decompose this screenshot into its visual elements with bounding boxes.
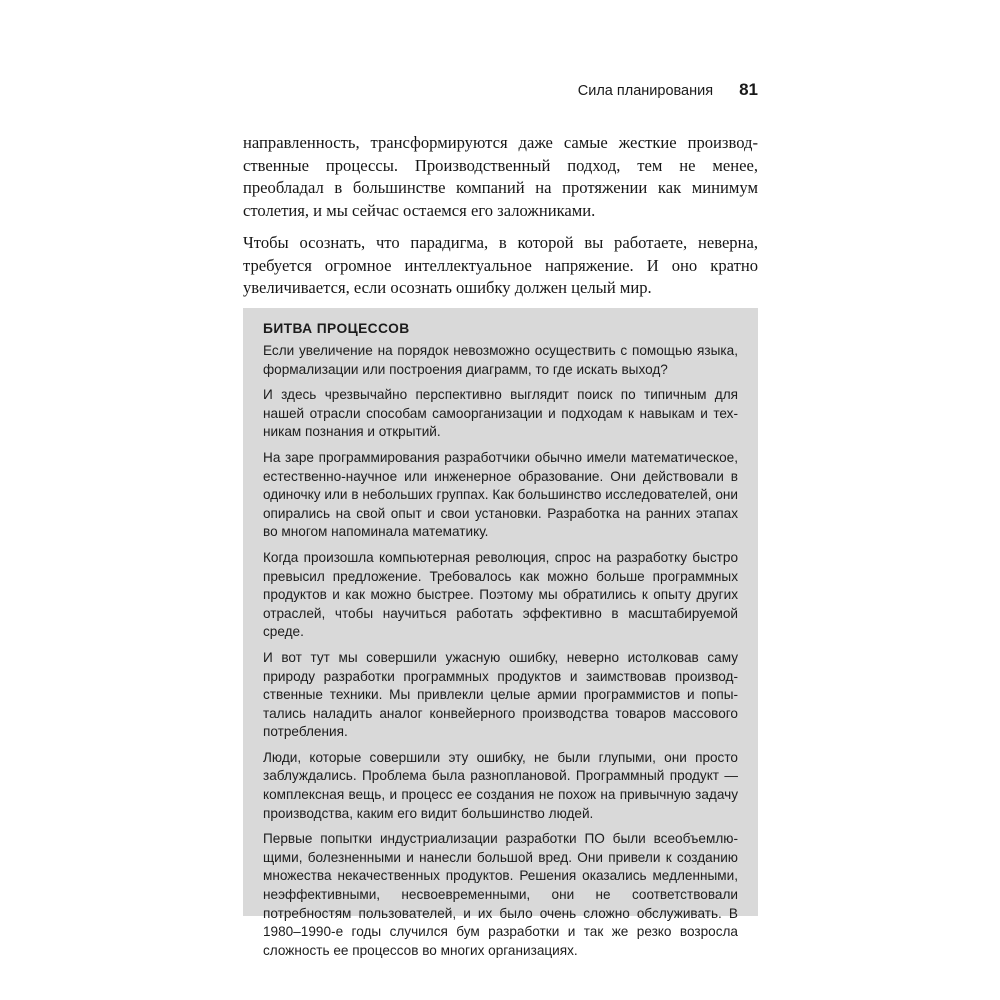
running-head [578,80,758,100]
page-number: 81 [739,80,758,99]
sidebar-paragraph: Если увеличение на порядок невозможно осуществить с помощью языка, формализации или построения диаграмм, то где искать выход? [263,343,738,377]
body-paragraph: Чтобы осознать, что парадигма, в которой вы работаете, неверна, требуется огромное интеллектуальное напряжение. И оно кратно увеличивается, если осознать ошибку должен целый мир. [243,233,758,297]
body-paragraph: направленность, трансформируются даже самые жесткие производственные процессы. Производственный подход, тем не менее, преобладал в большинстве компаний на протяжении как минимум столетия, и мы сейчас остаемся его заложниками. [243,133,758,220]
sidebar-paragraph: Первые попытки индустриализации разработки ПО были всеобъемлющими, болезненными и нанесли большой вред. Они привели к созданию множества некачественных продуктов. Решения оказались медленными, неэффективными, несвоевременными, они не соответствовали потребностям пользователей, и их было очень сложно обслуживать. В 1980–1990-е годы случился бум разработки и так же резко возросла сложность ее процессов во многих организациях. [263,831,738,958]
sidebar-paragraph: И вот тут мы совершили ужасную ошибку, неверно истолковав саму природу разработки программных продуктов и заимствовав производственные техники. Мы привлекли целые армии программистов и попытались наладить аналог конвейерного производства товаров массового потребления. [263,649,738,740]
sidebar-paragraph: Когда произошла компьютерная революция, спрос на разработку быстро превысил предложение. Требовалось как можно больше программных продуктов и как можно быстрее. Поэтому мы обратились к опыту других отраслей, чтобы научиться работать эффективно в масштабируемой среде. [263,549,738,640]
sidebar-box [243,308,758,958]
running-title: Сила планирования [577,83,714,99]
sidebar-paragraph: Люди, которые совершили эту ошибку, не были глупыми, они просто заблуждались. Проблема была разноплановой. Программный продукт — комплексная вещь, и процесс ее создания не похож на привычную задачу производства, каким его видит большинство людей. [263,749,738,821]
sidebar-paragraph: На заре программирования разработчики обычно имели математическое, естественно-научное или инженерное образование. Они действовали в одиночку или в небольших группах. Как большинство исследователей, они опирались на свой опыт и свои установки. Разработка на ранних этапах во многом напоминала математику. [263,449,738,540]
sidebar-title: БИТВА ПРОЦЕССОВ [263,321,410,336]
main-text [243,132,758,310]
sidebar-paragraph: И здесь чрезвычайно перспективно выглядит поиск по типичным для нашей отрасли способам самоорганизации и подходам к навыкам и техникам познания и открытий. [263,387,738,440]
